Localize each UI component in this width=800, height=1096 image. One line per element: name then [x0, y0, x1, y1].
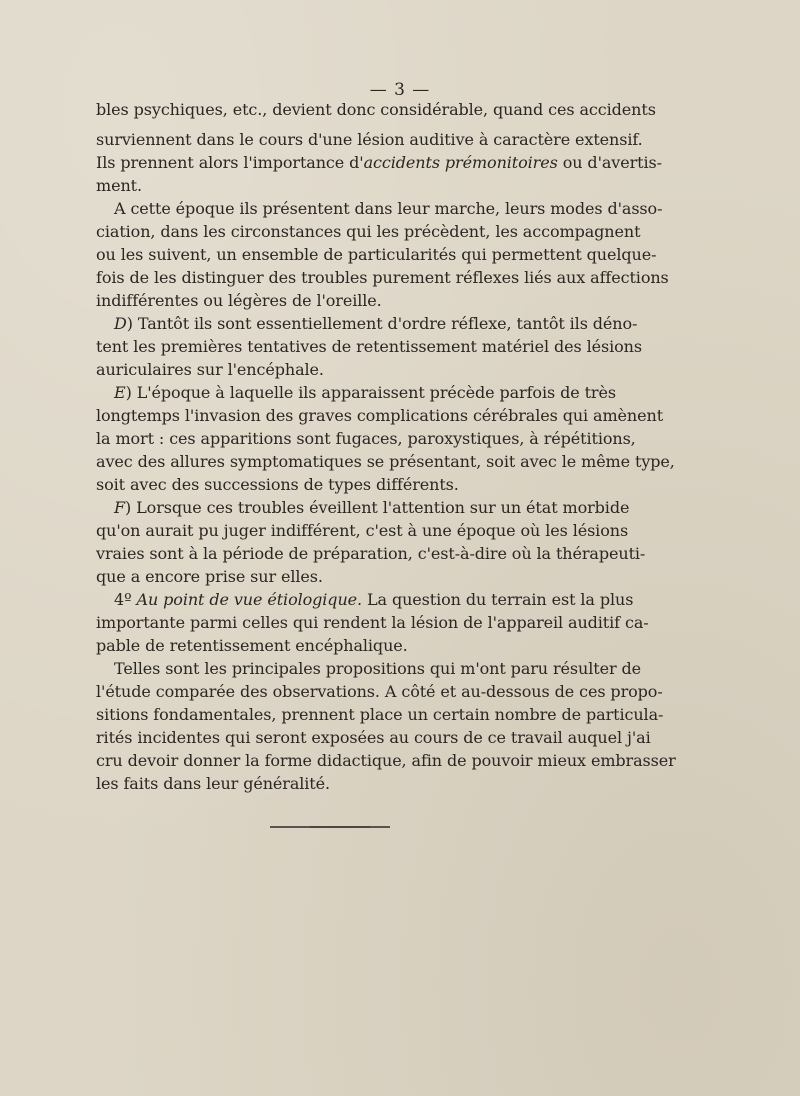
- italic-term: accidents prémonitoires: [363, 153, 558, 172]
- section-letter: E: [114, 383, 126, 402]
- italic-heading: Au point de vue étiologique.: [136, 590, 363, 609]
- text-line: l'étude comparée des observations. A côté et au-dessous de ces propo-: [96, 682, 663, 701]
- text-line: ou les suivent, un ensemble de particularités qui permettent quelque-: [96, 245, 657, 264]
- text-line: F) Lorsque ces troubles éveillent l'attention sur un état morbide: [114, 498, 630, 517]
- text-line: rités incidentes qui seront exposées au cours de ce travail auquel j'ai: [96, 728, 651, 747]
- text-line: avec des allures symptomatiques se présentant, soit avec le même type,: [96, 452, 675, 471]
- text-line: la mort : ces apparitions sont fugaces, paroxystiques, à répétitions,: [96, 429, 636, 448]
- text-line: tent les premières tentatives de retentissement matériel des lésions: [96, 337, 642, 356]
- text-line: ciation, dans les circonstances qui les précèdent, les accompagnent: [96, 222, 641, 241]
- text-line: indifférentes ou légères de l'oreille.: [96, 291, 382, 310]
- text-line: 4º Au point de vue étiologique. La question du terrain est la plus: [114, 590, 634, 609]
- text-line: vraies sont à la période de préparation, c'est-à-dire où la thérapeuti-: [96, 544, 646, 563]
- page-number-header: — 3 —: [369, 80, 431, 100]
- text-line: A cette époque ils présentent dans leur marche, leurs modes d'asso-: [114, 199, 663, 218]
- text-line: cru devoir donner la forme didactique, afin de pouvoir mieux embrasser: [96, 751, 676, 770]
- text-line: soit avec des successions de types différents.: [96, 475, 459, 494]
- text-line: longtemps l'invasion des graves complications cérébrales qui amènent: [96, 406, 664, 425]
- text-line: Ils prennent alors l'importance d'accidents prémonitoires ou d'avertis-: [96, 153, 662, 172]
- text-line: surviennent dans le cours d'une lésion auditive à caractère extensif.: [96, 130, 643, 149]
- end-rule-divider: [270, 826, 390, 828]
- section-letter: F: [114, 498, 126, 517]
- text-line: que a encore prise sur elles.: [96, 567, 323, 586]
- text-line: ment.: [96, 176, 142, 195]
- text-line: D) Tantôt ils sont essentiellement d'ordre réflexe, tantôt ils déno-: [114, 314, 638, 333]
- text-line: pable de retentissement encéphalique.: [96, 636, 408, 655]
- text-line: qu'on aurait pu juger indifférent, c'est à une époque où les lésions: [96, 521, 629, 540]
- text-line: Telles sont les principales propositions qui m'ont paru résulter de: [114, 659, 641, 678]
- text-line: sitions fondamentales, prennent place un certain nombre de particula-: [96, 705, 664, 724]
- text-line: les faits dans leur généralité.: [96, 774, 330, 793]
- section-letter: D: [114, 314, 127, 333]
- text-line: auriculaires sur l'encéphale.: [96, 360, 324, 379]
- text-line: fois de les distinguer des troubles purement réflexes liés aux affections: [96, 268, 669, 287]
- text-line: bles psychiques, etc., devient donc considérable, quand ces accidents: [96, 100, 656, 119]
- text-line: importante parmi celles qui rendent la lésion de l'appareil auditif ca-: [96, 613, 649, 632]
- text-line: E) L'époque à laquelle ils apparaissent précède parfois de très: [114, 383, 616, 402]
